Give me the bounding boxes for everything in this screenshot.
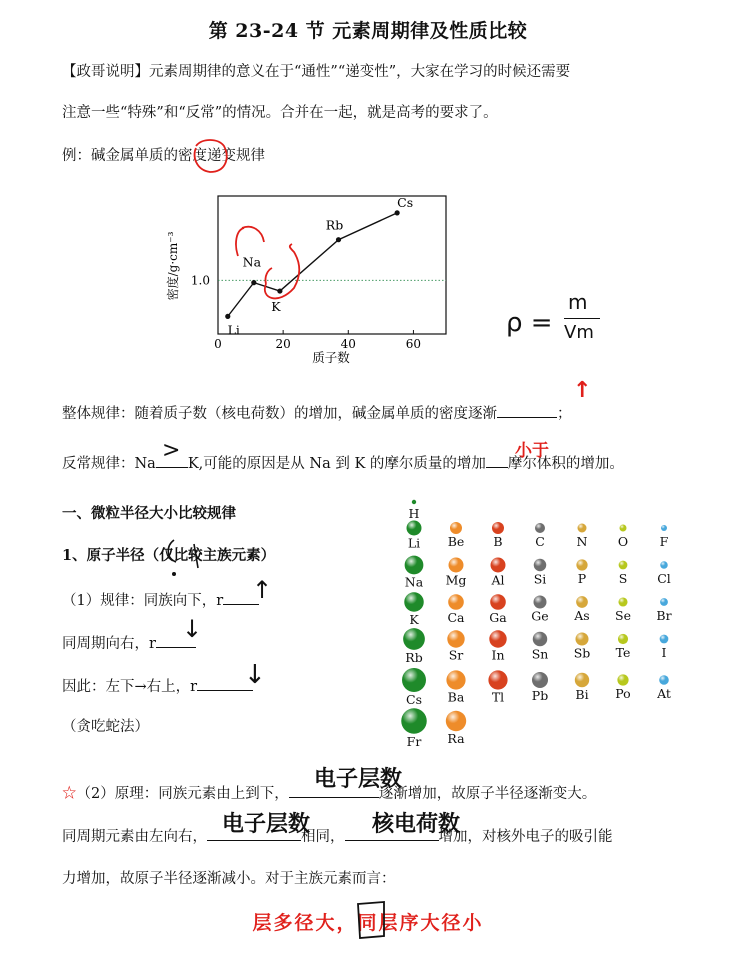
rule-overall-end: ；	[557, 406, 572, 422]
element-symbol-H: H	[408, 506, 420, 521]
handwritten-electron-shells-1: 电子层数	[314, 767, 403, 792]
element-symbol-Rb: Rb	[405, 649, 423, 665]
atom-highlight-Bi	[575, 673, 589, 687]
example-suffix: 递变规律	[207, 148, 265, 164]
element-symbol-P: P	[577, 571, 587, 586]
data-label-K: K	[271, 299, 281, 315]
element-symbol-Fr: Fr	[406, 733, 422, 749]
atom-highlight-Te	[618, 634, 628, 644]
atom-highlight-Rb	[403, 628, 425, 650]
atom-highlight-Sb	[575, 632, 588, 645]
data-label-Cs: Cs	[397, 194, 414, 210]
atom-highlight-Ra	[446, 711, 466, 731]
radius-rule-2-text: 同周期向右，r	[62, 636, 156, 652]
heading-ink-marks	[164, 536, 214, 580]
subsection-heading: 1、原子半径（仅比较主族元素）	[62, 547, 276, 564]
element-symbol-K: K	[409, 611, 419, 627]
element-symbol-Po: Po	[615, 686, 631, 701]
element-symbol-O: O	[617, 534, 629, 549]
snake-method-note: （贪吃蛇法）	[62, 719, 149, 735]
element-symbol-Ga: Ga	[489, 609, 507, 625]
atom-highlight-C	[535, 523, 545, 533]
atom-highlight-Be	[450, 522, 462, 534]
intro-line-1: 【政哥说明】元素周期律的意义在于“通性”“递变性”，大家在学习的时候还需要	[62, 64, 571, 80]
atom-highlight-Sr	[447, 630, 464, 647]
element-symbol-Pb: Pb	[531, 688, 549, 703]
element-symbol-Si: Si	[533, 571, 547, 587]
element-symbol-Ge: Ge	[531, 608, 549, 624]
principle-line-2-mid: 相同，	[301, 829, 345, 845]
radius-rule-1-text: （1）规律：同族向下，r	[62, 593, 224, 609]
x-tick-label: 0	[214, 337, 222, 351]
atom-highlight-I	[660, 635, 669, 644]
x-tick-label: 60	[405, 337, 422, 351]
formula-fraction-bar	[564, 318, 600, 319]
element-symbol-Mg: Mg	[445, 572, 467, 588]
atom-highlight-Ge	[534, 596, 547, 609]
element-symbol-B: B	[493, 534, 503, 549]
element-symbol-Ra: Ra	[447, 731, 465, 747]
atom-highlight-Li	[407, 521, 422, 536]
page-title: 第 23-24 节 元素周期律及性质比较	[208, 20, 528, 42]
atom-highlight-Na	[405, 556, 424, 575]
radius-rule-1	[62, 590, 259, 611]
atom-highlight-Sn	[533, 632, 548, 647]
atom-highlight-As	[576, 596, 588, 608]
element-symbol-At: At	[657, 686, 671, 701]
element-symbol-As: As	[574, 608, 590, 623]
element-symbol-Ba: Ba	[447, 689, 465, 705]
element-symbol-Sr: Sr	[448, 647, 464, 663]
atom-highlight-Mg	[449, 558, 464, 573]
atom-highlight-Po	[617, 674, 628, 685]
atom-highlight-Ba	[446, 670, 465, 689]
data-label-Rb: Rb	[325, 217, 344, 233]
atom-highlight-At	[659, 675, 669, 685]
handwritten-down-arrow-2: ↓	[244, 660, 266, 690]
atom-highlight-Si	[534, 559, 547, 572]
atom-highlight-Fr	[401, 708, 427, 734]
rule-anomaly-suffix: 摩尔体积的增加。	[507, 456, 624, 472]
atom-highlight-P	[576, 559, 587, 570]
radius-rule-3	[62, 676, 253, 697]
star-icon: ☆	[62, 786, 77, 802]
principle-line-2	[62, 826, 613, 847]
element-symbol-Te: Te	[615, 645, 631, 660]
atom-highlight-Pb	[532, 672, 548, 688]
density-formula	[506, 292, 616, 352]
atom-highlight-O	[620, 525, 627, 532]
rule-overall-text: 整体规律：随着质子数（核电荷数）的增加，碱金属单质的密度逐渐	[62, 406, 497, 422]
summary-slogan: 层多径大，同层序大径小	[252, 912, 484, 934]
handwritten-up-arrow: ↑	[252, 576, 273, 604]
atom-ball-H	[412, 500, 416, 504]
example-line	[62, 146, 265, 166]
data-point-Li	[225, 314, 230, 319]
formula-numerator: m	[568, 290, 588, 314]
atom-highlight-N	[578, 524, 587, 533]
chart-ylabel: 密度/g·cm⁻³	[166, 231, 180, 301]
element-symbol-Bi: Bi	[575, 687, 589, 703]
data-point-Cs	[395, 210, 400, 215]
rule-anomaly-blank2	[486, 453, 508, 468]
element-symbol-F: F	[659, 534, 669, 549]
element-symbol-In: In	[491, 647, 505, 663]
handwritten-nuclear-charge: 核电荷数	[372, 812, 461, 837]
example-circled-word: 密度	[178, 148, 207, 164]
element-symbol-Tl: Tl	[491, 689, 505, 705]
data-label-Na: Na	[242, 254, 262, 270]
element-symbol-N: N	[576, 534, 588, 549]
principle-line-2-prefix: 同周期元素由左向右，	[62, 829, 207, 845]
atomic-radius-periodic-figure	[394, 494, 684, 766]
principle-line-2-suffix: 增加，对核外电子的吸引能	[438, 829, 613, 845]
formula-denominator: Vm	[564, 322, 594, 343]
element-symbol-Sn: Sn	[531, 646, 549, 662]
principle-line-3: 力增加，故原子半径逐渐减小。对于主族元素而言：	[62, 871, 396, 887]
atom-highlight-Al	[491, 558, 506, 573]
element-symbol-I: I	[661, 645, 667, 660]
rule-anomaly-prefix: 反常规律：Na	[62, 456, 156, 472]
intro-line-2: 注意一些“特殊”和“反常”的情况。合并在一起，就是高考的要求了。	[62, 105, 498, 121]
red-circle-annotation	[188, 136, 234, 176]
atom-highlight-Ga	[490, 594, 506, 610]
x-tick-label: 20	[275, 337, 291, 351]
data-label-Li: Li	[227, 322, 240, 338]
rule-overall-blank	[497, 403, 557, 418]
rule-overall	[62, 403, 572, 424]
example-prefix: 例：碱金属单质的	[62, 148, 178, 164]
element-symbol-Li: Li	[407, 535, 421, 551]
atom-highlight-Br	[660, 598, 668, 606]
atom-highlight-Ca	[448, 594, 464, 610]
element-symbol-Al: Al	[491, 572, 505, 588]
handwritten-greater-sign: >	[162, 438, 181, 463]
element-symbol-Se: Se	[615, 608, 631, 623]
atom-highlight-F	[661, 525, 667, 531]
rule-anomaly-middle: K,可能的原因是从 Na 到 K 的摩尔质量的增加	[187, 456, 486, 472]
atom-highlight-K	[404, 592, 424, 612]
handwritten-down-arrow-1: ↓	[182, 615, 203, 643]
atom-highlight-Cl	[660, 561, 668, 569]
radius-rule-3-text: 因此：左下→右上，r	[62, 679, 198, 695]
element-symbol-Na: Na	[404, 574, 424, 590]
formula-lhs: ρ =	[506, 308, 553, 338]
atom-highlight-Tl	[488, 670, 507, 689]
handwritten-less-than-word: 小于	[515, 441, 549, 461]
data-point-Rb	[336, 237, 341, 242]
element-symbol-Br: Br	[656, 608, 672, 623]
atom-highlight-Cs	[402, 668, 426, 692]
principle-line-1-suffix: 逐渐增加，故原子半径逐渐变大。	[378, 786, 597, 802]
y-tick-label: 1.0	[190, 273, 210, 288]
element-symbol-Be: Be	[447, 534, 465, 549]
element-symbol-Cs: Cs	[406, 692, 422, 707]
chart-xlabel: 质子数	[312, 350, 350, 365]
handwritten-electron-shells-2: 电子层数	[222, 812, 311, 837]
element-symbol-Sb: Sb	[573, 645, 591, 661]
element-symbol-Cl: Cl	[657, 571, 671, 586]
atom-highlight-Se	[618, 597, 627, 606]
handwritten-up-arrow-red: ↑	[573, 378, 592, 403]
principle-line-1-prefix: （2）原理：同族元素由上到下，	[76, 786, 289, 802]
section-heading: 一、微粒半径大小比较规律	[62, 505, 236, 522]
atom-highlight-S	[619, 561, 628, 570]
chart-red-annotation	[228, 222, 308, 315]
radius-rule-2	[62, 633, 196, 654]
element-symbol-Ca: Ca	[447, 609, 465, 625]
atom-highlight-In	[489, 630, 506, 647]
element-symbol-C: C	[535, 534, 545, 549]
slogan-box-annotation	[354, 898, 388, 942]
atom-highlight-B	[492, 522, 504, 534]
element-symbol-S: S	[618, 571, 628, 586]
x-tick-label: 40	[340, 337, 356, 351]
